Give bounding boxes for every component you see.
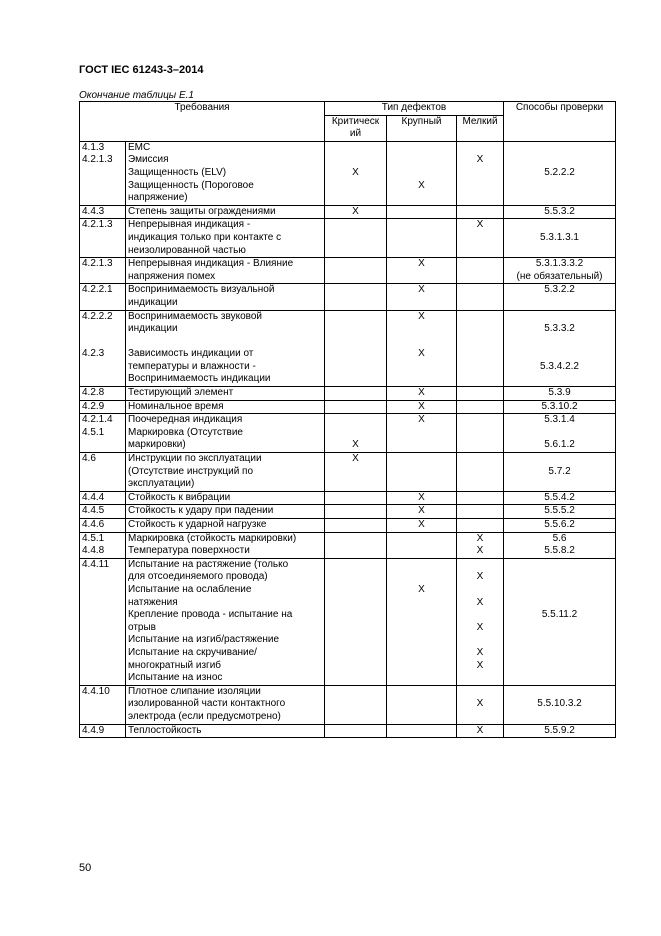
table-cell-requirement-text [126,724,325,738]
table-row [80,205,616,219]
major-mark: X [418,284,425,296]
table-cell-major-mark [387,532,457,558]
minor-mark: X [476,154,484,166]
method-ref: 5.6 5.5.8.2 [544,532,575,557]
table-cell-major-mark [387,400,457,414]
table-cell-requirement-number [80,724,126,738]
table-cell-method-ref [504,724,616,738]
table-cell-minor-mark [457,558,504,685]
minor-mark: X [476,219,484,231]
table-cell-minor-mark [457,387,504,401]
requirement-text: Тестирующий элемент [128,387,234,399]
requirement-text: Номинальное время [128,400,224,412]
requirement-text: Стойкость к ударной нагрузке [128,519,267,530]
table-cell-critical-mark [325,219,387,258]
table-cell-requirement-text [126,258,325,284]
table-cell-requirement-text [126,387,325,401]
requirement-number: 4.2.1.3 [82,219,113,231]
table-cell-requirement-text [126,141,325,205]
table-cell-method-ref [504,532,616,558]
requirement-text: Маркировка (стойкость маркировки) Температура поверхности [128,532,297,557]
header-defect-type: Тип дефектов [325,102,504,116]
method-ref: 5.5.5.2 [544,505,575,517]
method-ref: 5.3.1.3.3.2 (не обязательный) [516,258,603,282]
table-cell-major-mark [387,219,457,258]
table-cell-major-mark [387,558,457,685]
table-cell-method-ref [504,400,616,414]
major-mark: X [418,505,425,517]
table-row [80,284,616,310]
table-row [80,219,616,258]
table-cell-critical-mark [325,532,387,558]
table-cell-minor-mark [457,205,504,219]
requirement-text: Поочередная индикация Маркировка (Отсутствие маркировки) [128,414,243,451]
header-critical-label: Критическ ий [331,115,380,140]
major-mark: X [418,583,425,595]
table-row [80,558,616,685]
major-mark: X [418,400,425,412]
header-requirements: Требования [80,102,325,142]
method-ref: 5.3.2.2 [544,284,575,296]
table-cell-major-mark [387,284,457,310]
table-cell-requirement-number [80,519,126,533]
table-cell-major-mark [387,453,457,492]
minor-mark: X [476,698,484,710]
major-mark: X [418,179,425,191]
table-cell-major-mark [387,505,457,519]
requirement-text: Стойкость к удару при падении [128,505,274,517]
table-cell-requirement-number [80,258,126,284]
requirement-text: Теплостойкость [128,724,202,736]
table-cell-requirement-text [126,400,325,414]
table-cell-major-mark [387,685,457,724]
table-cell-method-ref [504,284,616,310]
requirement-number: 4.4.9 [82,724,105,736]
requirement-number: 4.4.4 [82,491,105,503]
major-mark: X [418,387,425,399]
table-cell-minor-mark [457,491,504,505]
table-cell-requirement-number [80,532,126,558]
table-cell-requirement-text [126,310,325,387]
table-cell-minor-mark [457,284,504,310]
table-cell-critical-mark [325,387,387,401]
table-cell-method-ref [504,519,616,533]
table-cell-minor-mark [457,724,504,738]
requirement-text: Плотное слипание изоляции изолированной части контактного электрода (если предусмотрено) [128,685,286,722]
table-cell-requirement-number [80,491,126,505]
table-cell-method-ref [504,141,616,205]
header-row [80,102,616,116]
table-cell-requirement-number [80,219,126,258]
table-cell-minor-mark [457,400,504,414]
table-cell-major-mark [387,387,457,401]
requirement-number: 4.1.3 4.2.1.3 [82,141,113,166]
table-cell-requirement-number [80,505,126,519]
table-cell-minor-mark [457,519,504,533]
table-cell-major-mark [387,310,457,387]
table-cell-critical-mark [325,310,387,387]
table-cell-method-ref [504,414,616,453]
critical-mark: X [352,205,359,217]
table-caption: Окончание таблицы Е.1 [79,90,194,101]
table-cell-critical-mark [325,258,387,284]
requirement-text: Воспринимаемость визуальной индикации [128,284,275,308]
table-cell-minor-mark [457,310,504,387]
header-critical [325,115,387,141]
method-ref: 5.3.1.4 5.6.1.2 [544,414,575,451]
table-cell-requirement-text [126,414,325,453]
table-cell-requirement-text [126,219,325,258]
requirement-text: ЕМС Эмиссия Защищенность (ELV) Защищенность (Пороговое напряжение) [128,141,254,204]
table-row [80,453,616,492]
table-cell-method-ref [504,205,616,219]
table-cell-requirement-number [80,310,126,387]
table-row [80,532,616,558]
table-cell-critical-mark [325,453,387,492]
requirement-text: Воспринимаемость звуковой индикации Зависимость индикации от температуры и влажности - Воспринимаемость индикации [128,310,271,385]
requirement-number: 4.5.1 4.4.8 [82,532,105,557]
table-cell-critical-mark [325,141,387,205]
table-cell-requirement-number [80,284,126,310]
document-standard-title: ГОСТ IEC 61243-3–2014 [79,64,204,76]
table-cell-method-ref [504,491,616,505]
method-ref: 5.3.9 [548,387,571,399]
major-mark: X X [418,310,425,360]
table-cell-method-ref [504,453,616,492]
critical-mark: X [352,439,359,451]
table-row [80,310,616,387]
table-cell-requirement-text [126,532,325,558]
table-cell-minor-mark [457,141,504,205]
table-cell-minor-mark [457,505,504,519]
table-cell-major-mark [387,724,457,738]
table-cell-requirement-text [126,205,325,219]
table-cell-requirement-number [80,558,126,685]
table-cell-method-ref [504,685,616,724]
requirement-number: 4.4.10 [82,685,110,697]
table-cell-critical-mark [325,685,387,724]
method-ref: 5.3.3.2 5.3.4.2.2 [540,323,579,372]
table-cell-requirement-number [80,205,126,219]
table-cell-major-mark [387,491,457,505]
table-cell-major-mark [387,414,457,453]
table-cell-requirement-number [80,141,126,205]
table-cell-critical-mark [325,505,387,519]
method-ref: 5.5.10.3.2 [537,698,582,710]
table-cell-requirement-text [126,685,325,724]
table-cell-requirement-text [126,284,325,310]
method-ref: 5.5.11.2 [541,609,578,621]
requirement-number: 4.2.1.4 4.5.1 [82,414,113,438]
requirement-text: Степень защиты ограждениями [128,205,276,217]
table-row [80,505,616,519]
table-cell-critical-mark [325,491,387,505]
table-row [80,387,616,401]
major-mark: X [418,414,425,426]
table-cell-requirement-text [126,491,325,505]
requirement-number: 4.2.2.1 [82,284,113,296]
table-cell-method-ref [504,310,616,387]
table-row [80,141,616,205]
requirement-text: Стойкость к вибрации [128,491,231,503]
table-cell-requirement-text [126,519,325,533]
requirement-text: Непрерывная индикация - Влияние напряжения помех [128,258,294,282]
major-mark: X [418,519,425,530]
critical-mark: X [352,166,359,178]
requirement-number: 4.2.8 [82,387,105,399]
requirement-number: 4.4.3 [82,205,105,217]
minor-mark: X X X X X [476,571,484,671]
requirement-text: Инструкции по эксплуатации (Отсутствие инструкций по эксплуатации) [128,453,262,490]
table-cell-minor-mark [457,258,504,284]
table-cell-major-mark [387,519,457,533]
table-cell-minor-mark [457,453,504,492]
header-minor: Мелкий [457,115,504,141]
requirement-number: 4.4.11 [82,558,110,570]
table-row [80,685,616,724]
table-row [80,491,616,505]
table-cell-requirement-number [80,414,126,453]
table-cell-minor-mark [457,414,504,453]
page-number: 50 [79,862,92,874]
table-cell-requirement-number [80,387,126,401]
table-cell-major-mark [387,141,457,205]
requirement-number: 4.2.2.2 4.2.3 [82,310,113,360]
table-cell-minor-mark [457,532,504,558]
defects-table [79,101,616,738]
method-ref: 5.3.10.2 [541,400,578,412]
table-cell-method-ref [504,219,616,258]
requirement-number: 4.2.1.3 [82,258,113,270]
requirement-number: 4.2.9 [82,400,105,412]
header-methods: Способы проверки [504,102,616,142]
table-cell-minor-mark [457,685,504,724]
requirement-number: 4.4.6 [82,519,105,530]
table-cell-requirement-number [80,685,126,724]
method-ref: 5.5.4.2 [544,491,575,503]
table-cell-critical-mark [325,400,387,414]
table-cell-requirement-number [80,453,126,492]
requirement-text: Испытание на растяжение (только для отсоединяемого провода) Испытание на ослабление натяжения Крепление провода - испытание на отрыв Испытание на изгиб/растяжение Испытание на скручивание/ многократный изгиб Испытание на износ [128,558,293,684]
table-cell-critical-mark [325,414,387,453]
table-cell-critical-mark [325,284,387,310]
table-cell-method-ref [504,558,616,685]
header-major: Крупный [387,115,457,141]
table-row [80,519,616,533]
table-cell-critical-mark [325,558,387,685]
table-cell-critical-mark [325,724,387,738]
table-row [80,258,616,284]
table-cell-critical-mark [325,205,387,219]
table-row [80,724,616,738]
table-cell-requirement-text [126,453,325,492]
table-row [80,414,616,453]
table-cell-method-ref [504,505,616,519]
method-ref: 5.7.2 [548,465,571,477]
method-ref: 5.2.2.2 [544,166,575,178]
requirement-number: 4.4.5 [82,505,105,517]
critical-mark: X [352,453,359,465]
method-ref: 5.5.6.2 [544,519,575,530]
table-cell-requirement-text [126,505,325,519]
table-cell-major-mark [387,205,457,219]
table-cell-requirement-number [80,400,126,414]
requirement-number: 4.6 [82,453,96,465]
method-ref: 5.3.1.3.1 [540,231,579,243]
table-cell-method-ref [504,387,616,401]
table-cell-major-mark [387,258,457,284]
minor-mark: X [476,724,484,736]
major-mark: X [418,491,425,503]
requirement-text: Непрерывная индикация - индикация только при контакте с неизолированной частью [128,219,282,256]
table-row [80,400,616,414]
table-cell-method-ref [504,258,616,284]
major-mark: X [418,258,425,270]
method-ref: 5.5.9.2 [544,724,575,736]
table-cell-requirement-text [126,558,325,685]
table-cell-minor-mark [457,219,504,258]
minor-mark: X X [476,532,484,557]
method-ref: 5.5.3.2 [544,205,575,217]
table-cell-critical-mark [325,519,387,533]
